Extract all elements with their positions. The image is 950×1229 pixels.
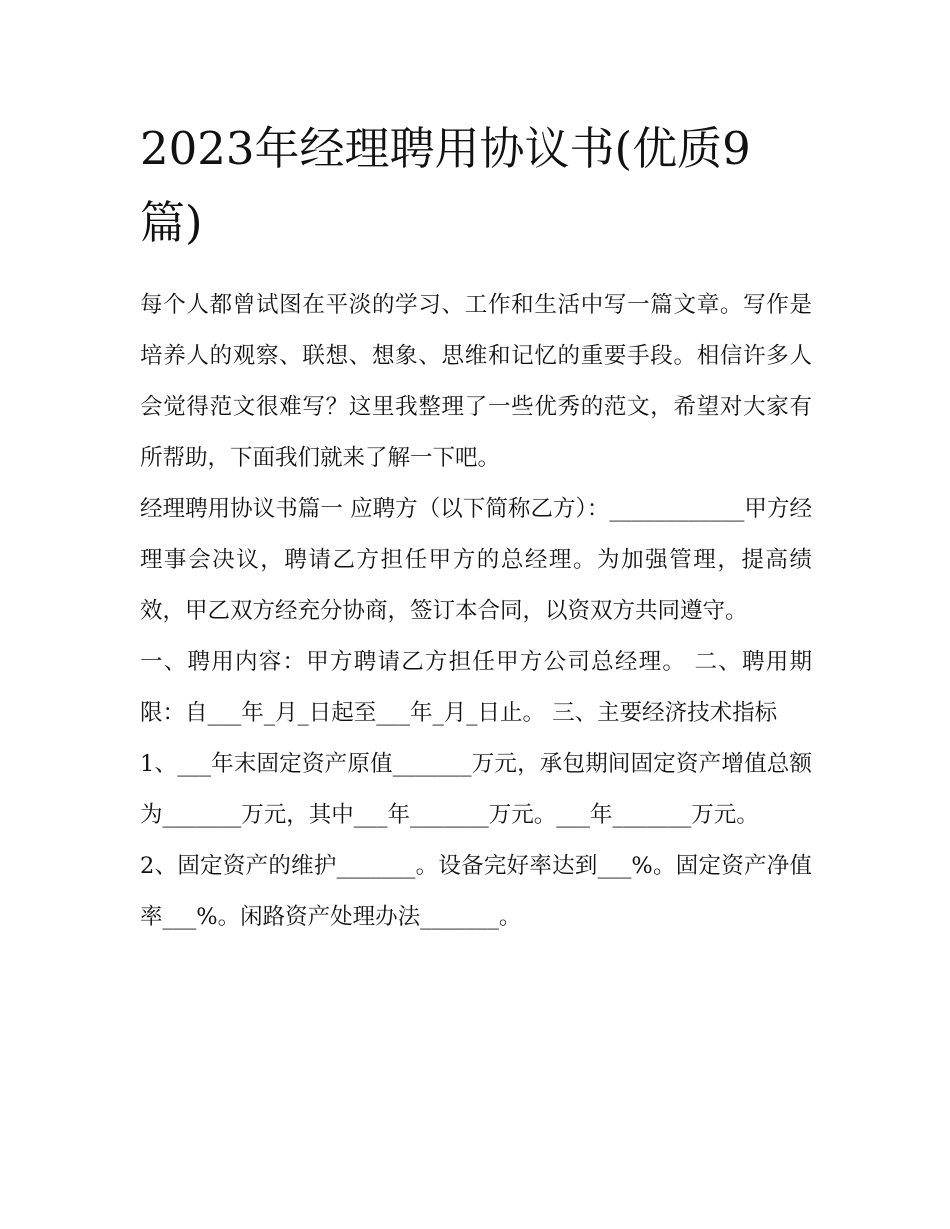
terms-paragraph: 一、聘用内容：甲方聘请乙方担任甲方公司总经理。 二、聘用期限：自___年_月_日起至___年_月_日止。 三、主要经济技术指标 xyxy=(140,649,812,726)
intro-paragraph: 每个人都曾试图在平淡的学习、工作和生活中写一篇文章。写作是培养人的观察、联想、想象、思维和记忆的重要手段。相信许多人会觉得范文很难写？这里我整理了一些优秀的范文，希望对大家有所帮助，下面我们就来了解一下吧。 xyxy=(140,292,812,471)
document-title xyxy=(140,112,812,260)
document-title-line-1: 2023年经理聘用协议书(优质9 xyxy=(140,122,751,175)
maintenance-paragraph: 2、固定资产的维护_______。设备完好率达到___%。固定资产净值率___%。闲路资产处理办法_______。 xyxy=(140,853,812,930)
agreement-intro-paragraph: 经理聘用协议书篇一 应聘方（以下简称乙方）：____________甲方经理事会决议，聘请乙方担任甲方的总经理。为加强管理，提高绩效，甲乙双方经充分协商，签订本合同，以资双方共同遵守。 xyxy=(140,496,812,624)
document-body xyxy=(140,112,812,943)
fixed-assets-paragraph: 1、___年末固定资产原值_______万元，承包期间固定资产增值总额为_______万元，其中___年_______万元。___年_______万元。 xyxy=(140,751,812,828)
document-title-line-2: 篇) xyxy=(140,196,203,249)
